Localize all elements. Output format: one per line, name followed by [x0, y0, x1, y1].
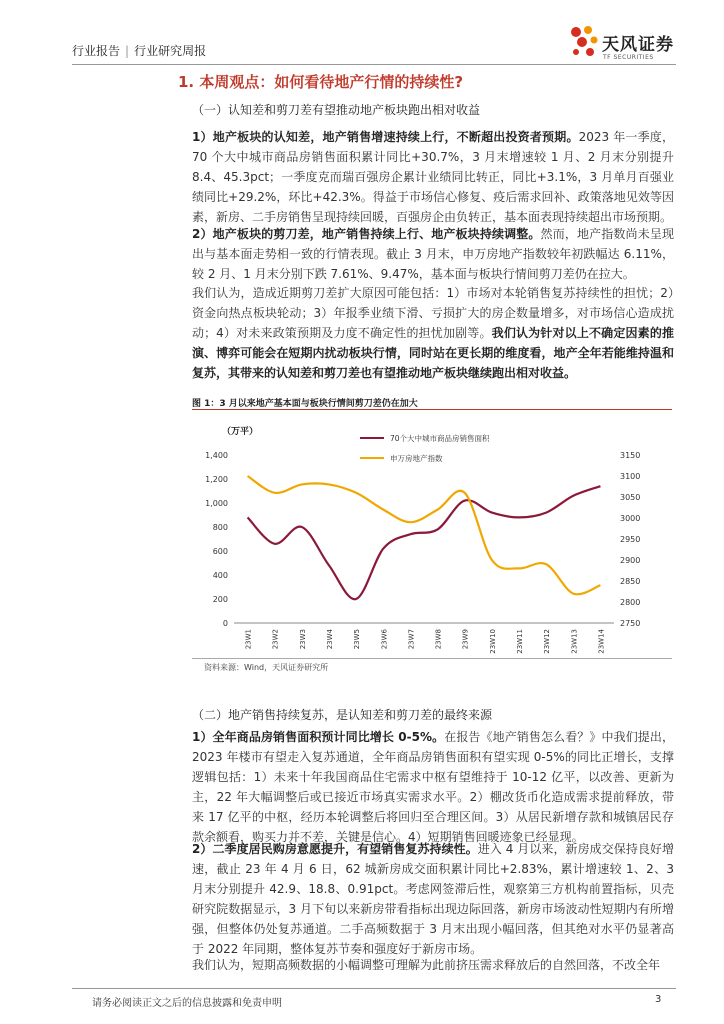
- report-subcategory: 行业研究周报: [134, 44, 207, 58]
- left-axis-tick-label: 600: [212, 547, 228, 556]
- right-axis-tick-label: 3050: [620, 493, 641, 502]
- x-axis-tick-label: 23W10: [488, 629, 497, 654]
- x-axis-tick-label: 23W5: [353, 629, 362, 650]
- paragraph-body: 我们认为，短期高频数据的小幅调整可理解为此前挤压需求释放后的自然回落，不改全年: [192, 958, 661, 972]
- paragraph-awareness-gap: [192, 127, 674, 227]
- x-axis-tick-label: 23W2: [271, 629, 280, 650]
- x-axis-tick-label: 23W9: [461, 629, 470, 650]
- paragraph-lead: 1）地产板块的认知差，地产销售增速持续上行，不断超出投资者预期。: [192, 130, 579, 144]
- logo-mark-icon: [568, 22, 602, 62]
- chart-series: [248, 476, 601, 599]
- header-separator: |: [125, 44, 130, 58]
- left-axis-tick-label: 400: [212, 571, 228, 580]
- right-axis-tick-label: 3100: [620, 472, 641, 481]
- paragraph-body: 然而，地产指数尚未呈现出与基本面走势相一致的行情表现。截止 3 月末，申万房地产指数较年初跌幅达 6.11%，较 2 月、1 月末分别下跌 7.61%、9.47%，基本面与板块行情间剪刀差仍在拉大。: [192, 227, 674, 281]
- header-divider: [72, 64, 676, 65]
- paragraph-lead: 1）全年商品房销售面积预计同比增长 0-5%。: [192, 730, 445, 744]
- page-number: 3: [655, 994, 662, 1005]
- paragraph-conclusion: 我们认为针对以上不确定因素的推演、博弈可能会在短期内扰动板块行情，同时站在更长期的维度看，地产全年若能维持温和复苏，其带来的认知差和剪刀差也有望推动地产板块继续跑出相对收益。: [192, 326, 674, 380]
- right-axis-tick-label: 2800: [620, 598, 641, 607]
- paragraph-body: 进入 4 月以来，新房成交保持良好增速，截止 23 年 4 月 6 日，62 城新房成交面积累计同比+2.83%，累计增速较 1、2、3 月末分别提升 42.9、18.8、0.91pct。考虑网签滞后性，观察第三方机构前置指标，贝壳研究院数据显示，3 月下旬以来新房带看指标出现边际回落，新房市场波动性短期内有所增强，但整体仍处复苏通道。二手高频数据于 3 月末出现小幅回落，但其绝对水平仍显著高于 2022 年同期，整体复苏节奏和强度好于新房市场。: [192, 842, 674, 956]
- x-axis-tick-label: 23W4: [326, 629, 334, 650]
- left-axis-tick-label: 800: [212, 523, 228, 532]
- paragraph-lead: 2）二季度居民购房意愿提升，有望销售复苏持续性。: [192, 842, 478, 856]
- left-axis-unit: （万平）: [222, 427, 259, 437]
- series-line-sales-area: [248, 486, 601, 599]
- left-axis-tick-label: 200: [212, 595, 228, 604]
- paragraph-conclusion-partial: [192, 955, 674, 975]
- subsection-heading-2: （二）地产销售持续复苏，是认知差和剪刀差的最终来源: [192, 708, 493, 722]
- paragraph-scissors-gap: [192, 224, 674, 284]
- paragraph-sales-forecast: [192, 727, 674, 847]
- footer-disclaimer: 请务必阅读正文之后的信息披露和免责申明: [92, 998, 282, 1009]
- figure-source: 资料来源：Wind，天风证券研究所: [204, 663, 329, 672]
- right-axis-tick-label: 2950: [620, 535, 641, 544]
- x-axis-tick-label: 23W1: [244, 629, 253, 650]
- subsection-heading-1: （一）认知差和剪刀差有望推动地产板块跑出相对收益: [192, 103, 481, 117]
- x-axis-tick-label: 23W7: [407, 629, 416, 650]
- left-axis-tick-label: 1,000: [205, 499, 228, 508]
- figure-title: 图 1：3 月以来地产基本面与板块行情间剪刀差仍在加大: [192, 399, 418, 409]
- line-chart: [192, 410, 664, 658]
- legend-label: 申万房地产指数: [390, 454, 443, 463]
- left-axis-tick-label: 0: [222, 619, 228, 628]
- paragraph-body: 在报告《地产销售怎么看？》中我们提出，2023 年楼市有望走入复苏通道，全年商品房销售面积有望实现 0-5%的同比正增长，支撑逻辑包括：1）未来十年我国商品住宅需求中枢有望维持于 10-12 亿平，以改善、更新为主，22 年大幅调整后或已接近市场真实需求水平。2）棚改货币化造成需求提前释放，带来 17 亿平的中枢，经历本轮调整后将回归至合理区间。3）从居民新增存款和城镇居民存款余额看，购买力并不差，关键是信心。4）短期销售回暖迹象已经显现。: [192, 730, 674, 844]
- x-axis-tick-label: 23W13: [570, 629, 579, 654]
- paragraph-reasons: [192, 283, 674, 383]
- paragraph-body: 我们认为，造成近期剪刀差扩大原因可能包括：1）市场对本轮销售复苏持续性的担忧；2）资金向热点板块轮动；3）年报季业绩下滑、亏损扩大的房企数量增多，对市场信心造成扰动；4）对未来政策预期及力度不确定性的担忧加剧等。: [192, 286, 674, 340]
- left-axis-tick-label: 1,400: [205, 451, 228, 460]
- series-line-real-estate-index: [248, 476, 601, 594]
- section-title: 1. 本周观点：如何看待地产行情的持续性?: [178, 73, 464, 91]
- right-axis-tick-label: 3000: [620, 514, 641, 523]
- x-axis-tick-label: 23W14: [597, 629, 606, 654]
- figure-bottom-rule: [192, 658, 672, 659]
- right-axis-tick-label: 2900: [620, 556, 641, 565]
- logo-name: 天风证券: [602, 35, 674, 55]
- legend-label: 70个大中城市商品房销售面积: [390, 434, 490, 443]
- x-axis-ticks: [245, 628, 606, 653]
- x-axis-tick-label: 23W6: [380, 629, 389, 650]
- logo-subtitle: TF SECURITIES: [603, 54, 654, 61]
- right-axis-tick-label: 3150: [620, 451, 641, 460]
- footer-divider: [72, 988, 676, 989]
- x-axis-tick-label: 23W12: [543, 629, 552, 654]
- tf-securities-logo: [568, 22, 698, 66]
- report-category: 行业报告: [72, 44, 121, 58]
- report-header: [72, 42, 206, 59]
- x-axis-tick-label: 23W11: [516, 629, 524, 654]
- paragraph-lead: 2）地产板块的剪刀差，地产销售持续上行、地产板块持续调整。: [192, 227, 541, 241]
- right-axis-tick-label: 2750: [620, 619, 641, 628]
- chart-legend: [360, 433, 490, 463]
- right-axis-tick-label: 2850: [620, 577, 641, 586]
- paragraph-body: 2023 年一季度，70 个大中城市商品房销售面积累计同比+30.7%，3 月末增速较 1 月、2 月末分别提升 8.4、45.3pct；一季度克而瑞百强房企累计业绩同比转正，同比+3.1%，3 月单月百强业绩同比+29.2%，环比+42.3%。得益于市场信心修复、疫后需求回补、政策落地见效等因素，新房、二手房销售呈现持续回暖，百强房企由负转正，基本面表现持续超出市场预期。: [192, 130, 674, 224]
- right-axis-ticks: [620, 451, 640, 628]
- paragraph-q2-demand: [192, 839, 674, 959]
- left-axis-tick-label: 1,200: [205, 475, 228, 484]
- x-axis-tick-label: 23W3: [298, 629, 307, 650]
- left-axis-ticks: [205, 451, 228, 628]
- x-axis-tick-label: 23W8: [434, 629, 443, 650]
